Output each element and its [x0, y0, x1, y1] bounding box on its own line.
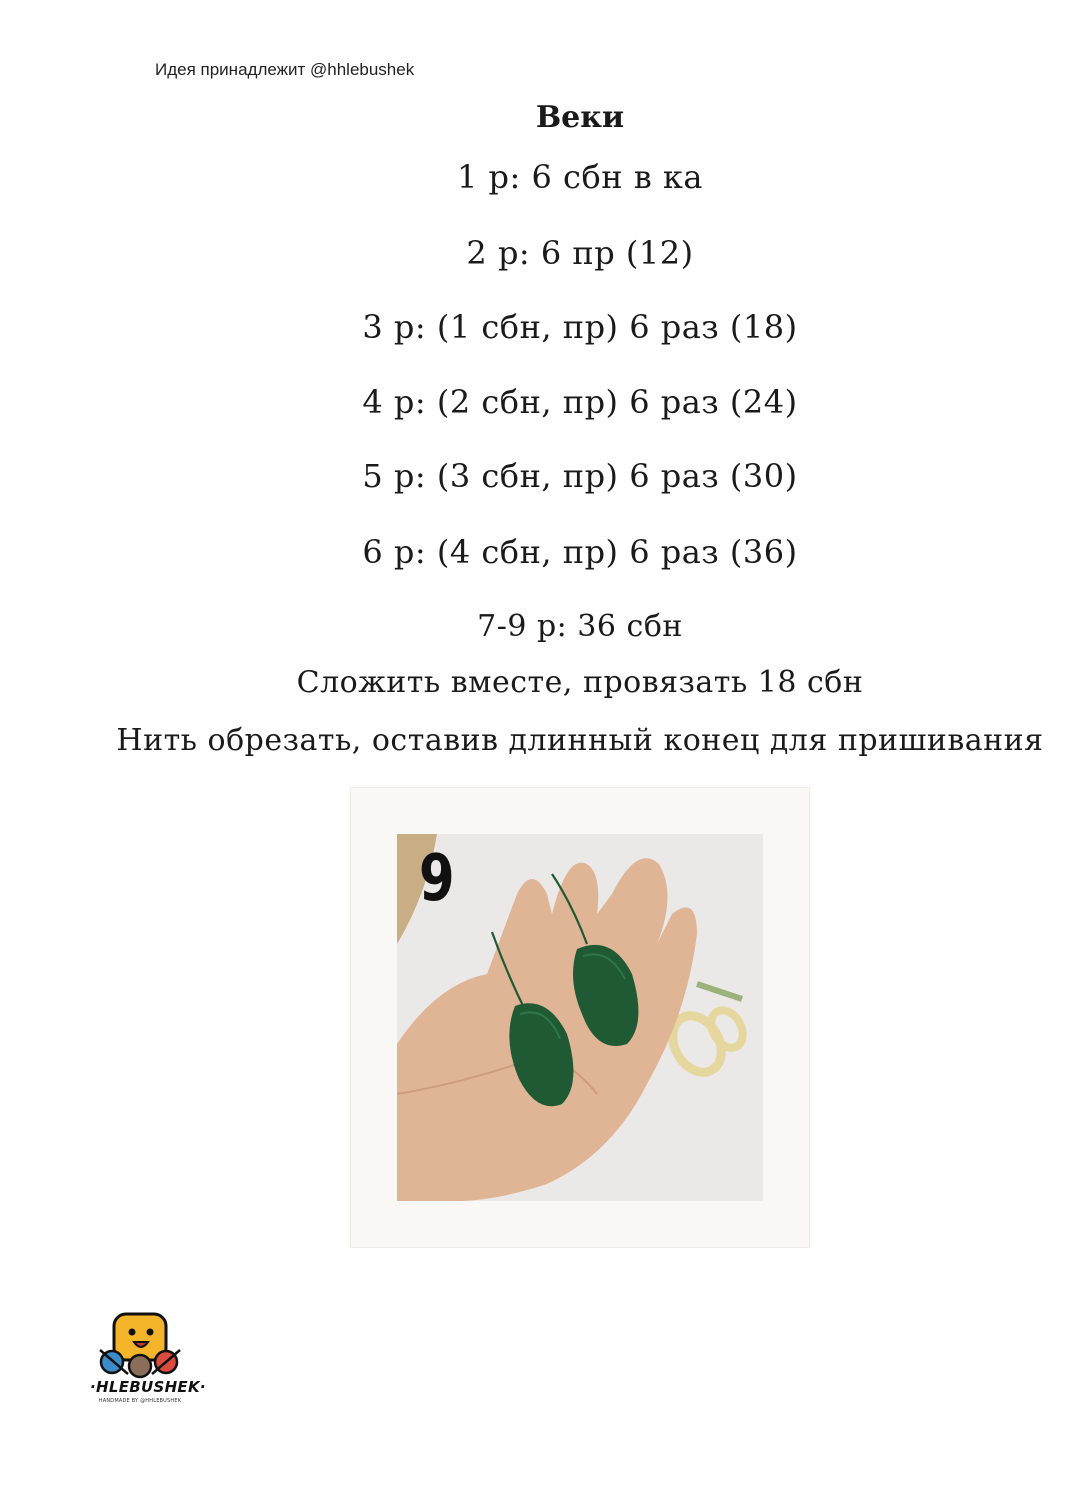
assembly-instruction: Сложить вместе, провязать 18 сбн [296, 665, 864, 700]
row-5: 5 р: (3 сбн, пр) 6 раз (30) [362, 457, 798, 495]
brand-logo [90, 1312, 206, 1412]
row-6: 6 р: (4 сбн, пр) 6 раз (36) [362, 533, 798, 571]
finish-instruction: Нить обрезать, оставив длинный конец для пришивания [116, 723, 1044, 758]
step-number: 9 [419, 842, 455, 916]
eyelids-photo [397, 834, 763, 1201]
row-4: 4 р: (2 сбн, пр) 6 раз (24) [362, 383, 798, 421]
photo-frame [350, 787, 810, 1248]
brand-subtitle: HANDMADE BY @HHLEBUSHEK [98, 1398, 182, 1404]
bread-mascot-icon [90, 1312, 190, 1382]
credit-text: Идея принадлежит @hhlebushek [155, 60, 415, 79]
page-title: Веки [535, 100, 625, 135]
row-3: 3 р: (1 сбн, пр) 6 раз (18) [362, 308, 798, 346]
row-7-9: 7-9 р: 36 сбн [477, 609, 683, 644]
row-1: 1 р: 6 сбн в ка [457, 158, 703, 196]
row-2: 2 р: 6 пр (12) [466, 234, 694, 272]
brand-name: ·HLEBUSHEK· [90, 1378, 206, 1396]
